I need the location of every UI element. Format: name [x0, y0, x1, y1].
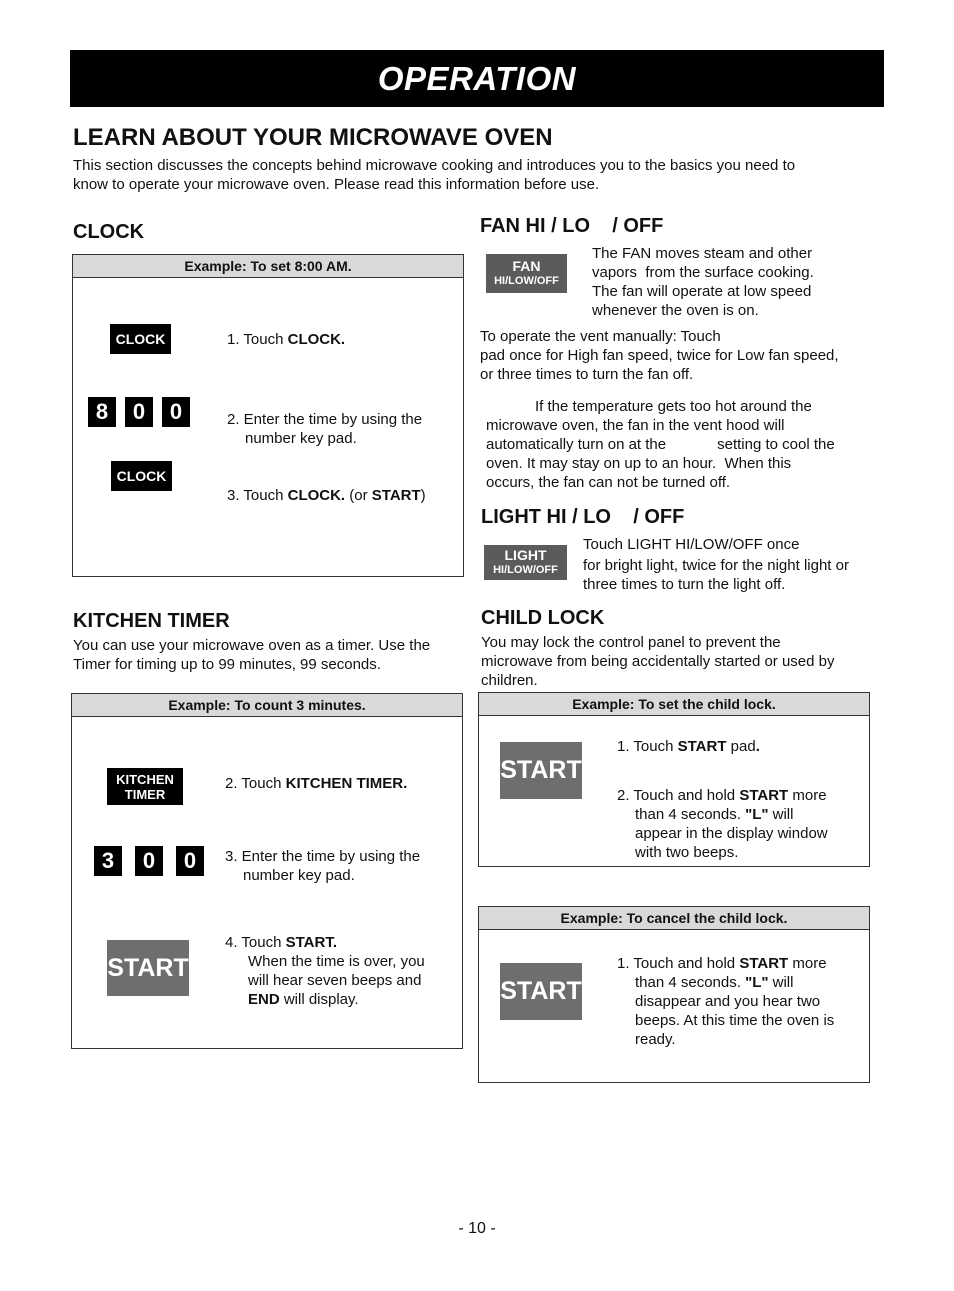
- step-text: will hear seven beeps and: [248, 972, 422, 989]
- step-bold: END: [248, 991, 280, 1008]
- kitchen-timer-heading: KITCHEN TIMER: [73, 610, 230, 632]
- step-text: 1. Touch: [227, 331, 288, 348]
- page-title: OPERATION: [377, 59, 577, 97]
- step-bold: START: [677, 738, 727, 755]
- key-label: TIMER: [124, 786, 166, 802]
- step-text: number key pad.: [243, 867, 355, 884]
- text-line: The fan will operate at low speed: [592, 283, 812, 300]
- key-label: HI/LOW/OFF: [493, 563, 558, 576]
- clock-digit-keys: [88, 397, 190, 427]
- step-text: (or: [345, 487, 372, 504]
- intro-text: [73, 156, 873, 194]
- text-line: To operate the vent manually: Touch: [480, 328, 721, 345]
- step-bold: KITCHEN TIMER.: [285, 775, 408, 792]
- start-key: START: [500, 963, 582, 1020]
- text-line: vapors from the surface cooking.: [592, 264, 814, 281]
- step-text: beeps. At this time the oven is: [635, 1012, 835, 1029]
- text-line: setting to cool the: [717, 436, 835, 453]
- page-banner: [70, 50, 884, 107]
- child-lock-cancel-header: Example: To cancel the child lock.: [479, 907, 869, 930]
- kitchen-timer-digit-keys: [94, 846, 204, 876]
- child-lock-text: [481, 633, 881, 690]
- text-line: children.: [481, 672, 538, 689]
- clock-step-3: [227, 486, 426, 505]
- light-description: [583, 535, 883, 594]
- intro-line: know to operate your microwave oven. Please read this information before use.: [73, 176, 600, 193]
- text-line: whenever the oven is on.: [592, 302, 759, 319]
- child-lock-set-header: Example: To set the child lock.: [479, 693, 869, 716]
- step-text: 3. Touch: [227, 487, 288, 504]
- step-text: appear in the display window: [635, 825, 828, 842]
- step-text: When the time is over, you: [248, 953, 425, 970]
- step-text: will display.: [279, 991, 359, 1008]
- text-line: pad once for High fan speed, twice for Low fan speed,: [480, 347, 839, 364]
- kitchen-timer-example-header: Example: To count 3 minutes.: [72, 694, 462, 717]
- text-line: or three times to turn the fan off.: [480, 366, 694, 383]
- page-number: - 10 -: [458, 1220, 496, 1237]
- step-text: 4. Touch: [225, 934, 286, 951]
- text-line: automatically turn on at the: [486, 436, 667, 453]
- child-lock-set-step-2: [617, 786, 828, 862]
- step-text: pad: [726, 738, 756, 755]
- kitchen-timer-step-2: [225, 774, 407, 793]
- step-text: 2. Touch and hold: [617, 787, 740, 804]
- step-text: more: [788, 787, 827, 804]
- child-lock-cancel-step-1: [617, 954, 834, 1049]
- step-text: will: [768, 806, 794, 823]
- text-line: microwave from being accidentally started or used by: [481, 653, 835, 670]
- fan-description: [592, 244, 882, 320]
- light-key: [484, 545, 567, 580]
- digit-key: 0: [162, 397, 190, 427]
- text-line: You may lock the control panel to prevent the: [481, 634, 781, 651]
- intro-line: This section discusses the concepts behind microwave cooking and introduces you to the basics you need to: [73, 157, 796, 174]
- step-bold: START: [371, 487, 421, 504]
- step-text: 3. Enter the time by using the: [225, 848, 421, 865]
- step-text: ): [420, 487, 426, 504]
- light-heading: LIGHT HI / LO / OFF: [481, 506, 685, 528]
- kitchen-timer-text: [73, 636, 463, 674]
- step-text: number key pad.: [245, 430, 357, 447]
- text-line: You can use your microwave oven as a timer. Use the: [73, 637, 431, 654]
- text-line: Touch LIGHT HI/LOW/OFF once: [583, 536, 800, 553]
- text-line: oven. It may stay on up to an hour. When this: [486, 455, 792, 472]
- clock-example-header: Example: To set 8:00 AM.: [73, 255, 463, 278]
- step-bold: START: [739, 955, 789, 972]
- child-lock-set-step-1: [617, 737, 760, 756]
- text-line: microwave oven, the fan in the vent hood will: [486, 417, 785, 434]
- key-label: HI/LOW/OFF: [494, 274, 559, 287]
- step-bold: "L": [745, 806, 769, 823]
- digit-key: 0: [176, 846, 204, 876]
- step-text: 2. Touch: [225, 775, 286, 792]
- clock-key-label: CLOCK: [116, 468, 167, 484]
- kitchen-timer-step-3: [225, 847, 420, 885]
- step-text: will: [768, 974, 794, 991]
- text-line: occurs, the fan can not be turned off.: [486, 474, 731, 491]
- clock-step-2: [227, 410, 422, 448]
- clock-key: [110, 324, 171, 354]
- text-line: The FAN moves steam and other: [592, 245, 813, 262]
- step-text: than 4 seconds.: [635, 806, 746, 823]
- clock-step-1: [227, 330, 345, 349]
- key-label: KITCHEN: [116, 771, 174, 787]
- fan-manual-text: [480, 327, 880, 384]
- start-key: START: [107, 940, 189, 996]
- step-text: 2. Enter the time by using the: [227, 411, 423, 428]
- key-label: FAN: [512, 257, 541, 274]
- step-text: more: [788, 955, 827, 972]
- start-key: START: [500, 742, 582, 799]
- step-text: than 4 seconds.: [635, 974, 746, 991]
- step-text: ready.: [635, 1031, 676, 1048]
- step-text: 1. Touch: [617, 738, 678, 755]
- step-bold: "L": [745, 974, 769, 991]
- kitchen-timer-step-4: [225, 933, 425, 1009]
- step-text: disappear and you hear two: [635, 993, 821, 1010]
- step-bold: START.: [285, 934, 337, 951]
- digit-key: 0: [135, 846, 163, 876]
- step-bold: START: [739, 787, 789, 804]
- step-bold: CLOCK.: [287, 331, 346, 348]
- step-text: with two beeps.: [635, 844, 739, 861]
- clock-key-2: [111, 461, 172, 491]
- digit-key: 8: [88, 397, 116, 427]
- child-lock-heading: CHILD LOCK: [481, 607, 605, 629]
- key-label: LIGHT: [504, 546, 547, 563]
- kitchen-timer-key: [107, 768, 183, 805]
- text-line: three times to turn the light off.: [583, 576, 786, 593]
- step-bold: CLOCK.: [287, 487, 346, 504]
- text-line: Timer for timing up to 99 minutes, 99 seconds.: [73, 656, 381, 673]
- step-text: 1. Touch and hold: [617, 955, 740, 972]
- clock-key-label: CLOCK: [115, 331, 166, 347]
- digit-key: 3: [94, 846, 122, 876]
- fan-note: [486, 397, 876, 492]
- fan-key: [486, 254, 567, 293]
- clock-heading: CLOCK: [73, 221, 145, 243]
- section-title: LEARN ABOUT YOUR MICROWAVE OVEN: [73, 124, 553, 151]
- fan-heading: FAN HI / LO / OFF: [480, 215, 664, 237]
- text-line: If the temperature gets too hot around the: [535, 398, 812, 415]
- step-bold: .: [755, 738, 760, 755]
- digit-key: 0: [125, 397, 153, 427]
- text-line: for bright light, twice for the night light or: [583, 557, 849, 574]
